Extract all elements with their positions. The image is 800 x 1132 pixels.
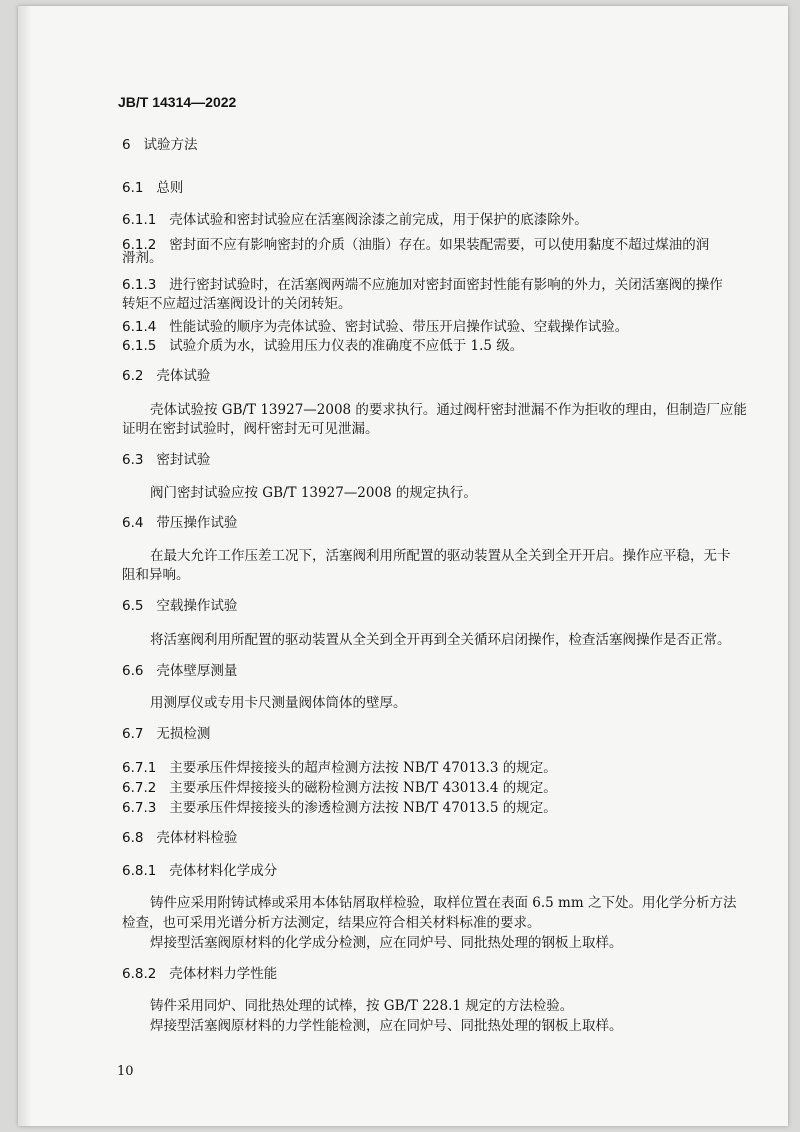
subsection-heading: [122, 367, 210, 385]
clause-number: 6.7.1: [122, 760, 157, 776]
subsection-heading: [122, 829, 237, 847]
subsection-number: 6.3: [122, 452, 144, 468]
subsection-heading: [122, 725, 210, 743]
subsection-heading: [122, 597, 237, 615]
subsection-title: 空载操作试验: [156, 598, 238, 614]
clause-number: 6.8.1: [122, 863, 157, 879]
subsection-number: 6.4: [122, 515, 144, 531]
clause-6-7-3: [122, 799, 557, 817]
paragraph: 铸件采用同炉、同批热处理的试棒，按 GB/T 228.1 规定的方法检验。: [150, 998, 574, 1014]
subsection-heading: [122, 179, 183, 197]
paragraph: 焊接型活塞阀原材料的化学成分检测，应在同炉号、同批热处理的钢板上取样。: [150, 935, 623, 951]
subsection-number: 6.7: [122, 726, 144, 742]
paragraph: 阀门密封试验应按 GB/T 13927—2008 的规定执行。: [150, 485, 477, 501]
paragraph: 将活塞阀利用所配置的驱动装置从全关到全开再到全关循环启闭操作，检查活塞阀操作是否正常。: [150, 632, 731, 648]
clause-number: 6.8.2: [122, 966, 157, 982]
page-number: 10: [117, 1064, 134, 1079]
clause-text: 性能试验的顺序为壳体试验、密封试验、带压开启操作试验、空载操作试验。: [169, 319, 629, 335]
subsection-title: 壳体壁厚测量: [156, 663, 238, 679]
paragraph-continued: 检查，也可采用光谱分析方法测定，结果应符合相关材料标准的要求。: [122, 915, 541, 931]
clause-heading: [122, 862, 277, 880]
clause-text: 主要承压件焊接接头的超声检测方法按 NB/T 47013.3 的规定。: [169, 760, 557, 776]
paragraph: 壳体试验按 GB/T 13927—2008 的要求执行。通过阀杆密封泄漏不作为拒收的理由，但制造厂应能: [150, 402, 747, 418]
scan-shadow: [18, 6, 32, 1126]
clause-6-1-2: [122, 236, 709, 254]
subsection-number: 6.2: [122, 368, 144, 384]
section-heading: [122, 136, 197, 154]
subsection-number: 6.8: [122, 830, 144, 846]
standard-code: JB/T 14314—2022: [118, 94, 237, 110]
section-number: 6: [122, 137, 131, 153]
subsection-number: 6.6: [122, 663, 144, 679]
subsection-title: 壳体材料检验: [156, 830, 238, 846]
clause-6-1-4: [122, 318, 628, 336]
clause-6-1-2-continued: 滑剂。: [122, 250, 163, 266]
clause-title: 壳体材料力学性能: [169, 966, 278, 982]
clause-number: 6.7.2: [122, 780, 157, 796]
clause-text: 主要承压件焊接接头的磁粉检测方法按 NB/T 43013.4 的规定。: [169, 780, 557, 796]
clause-6-1-1: [122, 211, 588, 229]
clause-6-1-5: [122, 337, 523, 355]
clause-text: 主要承压件焊接接头的渗透检测方法按 NB/T 47013.5 的规定。: [169, 800, 557, 816]
subsection-number: 6.1: [122, 180, 144, 196]
subsection-title: 密封试验: [156, 452, 211, 468]
paragraph-continued: 证明在密封试验时，阀杆密封无可见泄漏。: [122, 421, 379, 437]
clause-number: 6.1.2: [122, 237, 157, 253]
clause-text: 密封面不应有影响密封的介质（油脂）存在。如果装配需要，可以使用黏度不超过煤油的润: [169, 237, 710, 253]
clause-6-7-1: [122, 759, 557, 777]
clause-title: 壳体材料化学成分: [169, 863, 278, 879]
paragraph: 用测厚仪或专用卡尺测量阀体筒体的壁厚。: [150, 695, 407, 711]
clause-number: 6.1.5: [122, 338, 157, 354]
clause-text: 进行密封试验时，在活塞阀两端不应施加对密封面密封性能有影响的外力，关闭活塞阀的操作: [169, 277, 723, 293]
paragraph-continued: 阻和异响。: [122, 567, 190, 583]
clause-number: 6.1.1: [122, 212, 157, 228]
subsection-heading: [122, 514, 237, 532]
subsection-number: 6.5: [122, 598, 144, 614]
clause-number: 6.1.3: [122, 277, 157, 293]
clause-6-7-2: [122, 779, 557, 797]
subsection-title: 带压操作试验: [156, 515, 238, 531]
subsection-title: 总则: [156, 180, 184, 196]
subsection-title: 壳体试验: [156, 368, 211, 384]
subsection-heading: [122, 662, 237, 680]
clause-number: 6.1.4: [122, 319, 157, 335]
paragraph: 在最大允许工作压差工况下，活塞阀利用所配置的驱动装置从全关到全开开启。操作应平稳，无卡: [150, 548, 731, 564]
subsection-heading: [122, 451, 210, 469]
clause-text: 壳体试验和密封试验应在活塞阀涂漆之前完成，用于保护的底漆除外。: [169, 212, 588, 228]
paragraph: 焊接型活塞阀原材料的力学性能检测，应在同炉号、同批热处理的钢板上取样。: [150, 1018, 623, 1034]
clause-number: 6.7.3: [122, 800, 157, 816]
clause-6-1-3-continued: 转矩不应超过活塞阀设计的关闭转矩。: [122, 296, 352, 312]
paragraph: 铸件应采用附铸试棒或采用本体钻屑取样检验，取样位置在表面 6.5 mm 之下处。用化学分析方法: [150, 895, 737, 911]
clause-heading: [122, 965, 277, 983]
subsection-title: 无损检测: [156, 726, 211, 742]
clause-text: 试验介质为水，试验用压力仪表的准确度不应低于 1.5 级。: [169, 338, 524, 354]
section-title: 试验方法: [143, 137, 198, 153]
clause-6-1-3: [122, 276, 723, 294]
